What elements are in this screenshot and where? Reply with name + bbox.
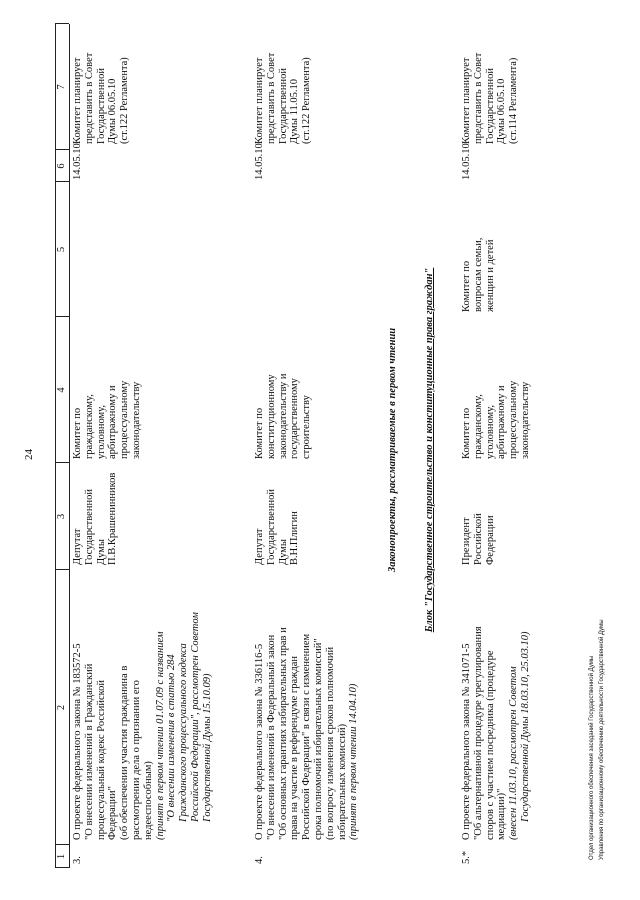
author-line: Думы <box>277 539 289 565</box>
deadline-date: 14.05.10 <box>461 143 472 180</box>
note-line: Государственной <box>484 68 496 144</box>
column-header-4: 4 <box>56 387 67 393</box>
description-line: "О внесении изменений в Федеральный закон <box>265 634 277 840</box>
responsible-committee <box>72 381 143 459</box>
note-line: Государственной <box>277 68 289 144</box>
row-number: 5.* <box>461 850 472 864</box>
description-line: "О внесении изменений в Гражданский <box>83 663 95 840</box>
description-line: рассмотрении дела о признании его <box>130 680 142 840</box>
note-line: Думы 11.05.10 <box>289 79 301 144</box>
description-line: (об обеспечении участия гражданина в <box>119 665 131 840</box>
note-line: (ст.114 Регламента) <box>508 57 520 144</box>
description-line: процессуальный кодекс Российской <box>95 679 107 840</box>
author-line: Депутат <box>254 528 265 565</box>
co-executor-line: вопросам семьи, <box>472 237 484 312</box>
deadline-date: 14.05.10 <box>72 143 83 180</box>
committee-line: законодательству <box>130 381 142 459</box>
committee-line: арбитражному и <box>107 385 119 459</box>
row-number: 4. <box>254 856 265 864</box>
description-note-line: Государственной Думы 18.03.10, 25.03.10) <box>519 631 531 822</box>
committee-line: гражданскому, <box>472 394 484 459</box>
author-line: Федерации <box>484 515 496 565</box>
author-line: Государственной <box>83 489 95 565</box>
column-header-1: 1 <box>56 853 67 860</box>
row-note <box>461 53 520 144</box>
note-line: Комитет планирует <box>72 57 83 144</box>
bill-description <box>461 626 532 840</box>
committee-line: строительству <box>301 395 313 459</box>
note-line: (ст.122 Регламента) <box>301 57 313 144</box>
bill-author <box>72 473 119 565</box>
committee-line: конституционному <box>265 374 277 459</box>
committee-line: уголовному, <box>95 405 107 459</box>
note-line: представить в Совет <box>472 52 484 144</box>
description-line: Российской Федерации" в связи с изменением <box>301 633 313 840</box>
committee-line: Комитет по <box>254 407 265 459</box>
note-line: Комитет планирует <box>254 57 265 144</box>
author-line: Президент <box>461 517 472 565</box>
footer-directorate: Управления по организационному обеспечению деятельности Государственной Думы <box>599 619 605 860</box>
column-header-2: 2 <box>56 704 67 711</box>
author-line: Депутат <box>72 528 83 565</box>
committee-line: Комитет по <box>72 407 83 459</box>
description-line: О проекте федерального закона № 336116-5 <box>254 643 265 840</box>
row-note <box>72 53 131 144</box>
section-heading: Законопроекты, рассматриваемые в первом чтении <box>387 327 398 573</box>
committee-line: уголовному, <box>484 405 496 459</box>
committee-line: процессуальному <box>119 380 131 459</box>
note-line: представить в Совет <box>265 52 277 144</box>
note-line: Думы 06.05.10 <box>107 78 119 144</box>
description-line: О проекте федерального закона № 341071-5 <box>461 643 472 840</box>
description-line: "Об основных гарантиях избирательных прав и <box>277 627 289 840</box>
description-line: медиации)" <box>496 788 508 840</box>
co-executor-committee <box>461 238 496 312</box>
note-line: представить в Совет <box>83 52 95 144</box>
description-line: недееспособным) <box>142 761 154 840</box>
description-line: споров с участием посредника (процедуре <box>484 650 496 840</box>
description-note-line: Гражданского процессуального кодекса <box>178 643 190 822</box>
column-header-3: 3 <box>56 513 67 520</box>
page-number: 24 <box>23 449 35 460</box>
note-line: (ст.122 Регламента) <box>119 57 131 144</box>
author-line: Российской <box>472 513 484 565</box>
description-note-line: Государственной Думы 15.10.09) <box>201 673 213 822</box>
row-note <box>254 53 313 144</box>
committee-line: процессуальному <box>508 380 520 459</box>
committee-line: государственному <box>289 378 301 459</box>
author-line: Государственной <box>265 489 277 565</box>
description-note-line: "О внесении изменения в статью 284 <box>166 654 178 822</box>
bill-description <box>254 627 360 840</box>
footer-department: Отдел организационного обеспечения заседаний Государственной Думы <box>589 655 595 860</box>
bill-description <box>72 612 214 840</box>
block-heading: Блок "Государственное строительство и конституционные права граждан" <box>424 267 435 633</box>
committee-line: законодательству и <box>277 373 289 459</box>
deadline-date: 14.05.10 <box>254 143 265 180</box>
description-line: О проекте федерального закона № 183572-5 <box>72 643 83 840</box>
responsible-committee <box>254 373 313 459</box>
description-note-line: Российской Федерации", рассмотрен Советом <box>189 612 201 822</box>
description-line: "Об альтернативной процедуре урегулирования <box>472 626 484 840</box>
column-header-5: 5 <box>56 246 67 253</box>
author-line: П.В.Крашенинников <box>107 472 119 565</box>
author-line: В.Н.Плигин <box>289 511 301 565</box>
description-note-line: (принят в первом чтении 14.04.10) <box>348 683 360 840</box>
bill-author <box>254 489 301 565</box>
committee-line: гражданскому, <box>83 394 95 459</box>
note-line: Думы 06.05.10 <box>496 78 508 144</box>
description-line: Федерации" <box>107 786 119 840</box>
column-header-7: 7 <box>56 84 67 90</box>
note-line: Государственной <box>95 68 107 144</box>
committee-line: арбитражному и <box>496 385 508 459</box>
description-line: срока полномочий избирательных комиссий" <box>312 638 324 840</box>
bill-author <box>461 513 496 565</box>
committee-line: законодательству <box>519 381 531 459</box>
description-line: права на участие в референдуме граждан <box>289 656 301 840</box>
co-executor-line: женщин и детей <box>484 239 496 312</box>
committee-line: Комитет по <box>461 407 472 459</box>
description-line: избирательных комиссий) <box>336 723 348 840</box>
column-header-6: 6 <box>56 163 67 169</box>
row-number: 3. <box>72 856 83 864</box>
description-note-line: (принят в первом чтении 01.07.09 с названием <box>154 631 166 840</box>
note-line: Комитет планирует <box>461 57 472 144</box>
author-line: Думы <box>95 539 107 565</box>
description-line: (по вопросу изменения сроков полномочий <box>324 646 336 840</box>
description-note-line: (внесен 11.03.10, рассмотрен Советом <box>508 666 520 840</box>
co-executor-line: Комитет по <box>461 260 472 312</box>
responsible-committee <box>461 381 532 459</box>
